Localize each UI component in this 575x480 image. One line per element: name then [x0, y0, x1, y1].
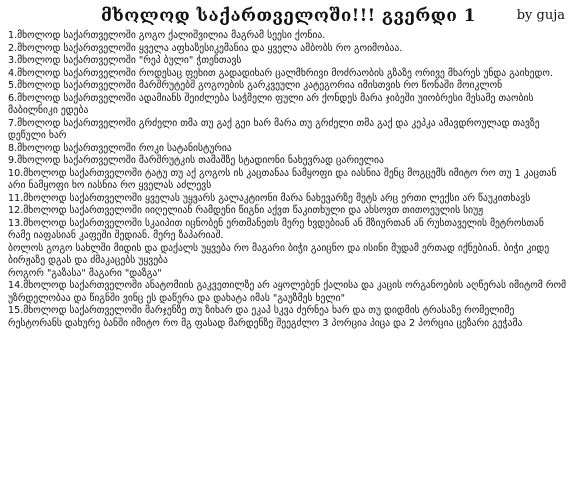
list-item: 14.მხოლოდ საქართველოში ანატომიის გაკვეთილზე არ აყოლებენ ქალისა და კაცის ორგანოების აღწერას იმიტომ რომ უზრდელობაა და წიგნში ვინც ეს დაწერა და დახატა იმას "გაუზმეს ხელი"	[8, 280, 567, 304]
list-item: 7.მხოლოდ საქართველოში გრძელი თმა თუ გაქ გეი ხარ მარა თუ გრძელი თმა გაქ და კეპკა ამავდროულად თავზე დეწული ხარ	[8, 117, 540, 141]
list-item: 13.მხოლოდ საქართველოში სკაიპით იცნობენ ერთმანეთს მერე ხვდებიან ან მზიურთან ან რუსთაველის მეტროსთან რამე იაფასიან კაფეში შედიან. მერე ზაპარიაშ.	[8, 217, 544, 241]
items-list	[8, 30, 569, 330]
list-item: 6.მხოლოდ საქართველოში ადამიანს შეიძლება საჭმელი ფული არ ქონდეს მარა ჯიბეში უიობრესი მესამე თაობის მაბილნიკი ედება	[8, 92, 534, 116]
author-signature: by guja	[516, 8, 565, 23]
list-item: როგორ "გაზასა" მაგარი "დაზგა"	[8, 267, 162, 279]
list-item: 3.მხოლოდ საქართველოში "რეპ ბული" ჭთენთავს	[8, 55, 242, 66]
list-item: 9.მხოლოდ საქართველოში მარშრუტკის თამაშზე სტადიონი ნახევრად ცარიელია	[8, 155, 384, 166]
list-item: 12.მხოლოდ საქართველოში იიღელიან რამდენი წიგნი აქვთ წაკითხული და ახსოვთ თითოეულის სიუჟ	[8, 205, 484, 216]
list-item: ბოლოს გოგო სახლში მიდის და დაქალს უყვება რო მაგარი ბიჭი გაიცნო და ისინი მუდამ ერთად იქნებიან. ბიჭი კიდე ბირჟაზე დგას და ძმაკაცებს უყვება	[8, 242, 550, 266]
page-title: მხოლოდ საქართველოში!!! გვერდი 1	[100, 6, 477, 26]
list-item: 10.მხოლოდ საქართველოში ტატუ თუ აქ გოგოს ის კაცთანაა ნამყოფი და იასნია შენც მოგცემს იმიტო რო თუ 1 კაცთან არი ნამყოფი ხო იასნია რო ყველას აძლევს	[8, 167, 557, 191]
list-item: 15.მხოლოდ საქართველოში მარჯენზე თუ ზიხარ და ეკაპ სკვა ძერნეა ხარ და თუ დიდმის ტრასაზე რომელიმე რესტორანს დახურე ბანში იმიტო რო მგ ფასად მარდენზე შეეგძლო 3 პორცია პიცა და 2 პორცია ცეზარი გეჭამა	[8, 305, 523, 329]
list-item: 4.მხოლოდ საქართველოში როდესაც ფეხით გადადიხარ ცალმხრივი მოძრაობის გზაზე ორივე მხარეს უნდა გაიხედო.	[8, 67, 553, 79]
list-item: 2.მხოლოდ საქართველოში ყველა აფხაზესიკემანია და ყველა ამბობს რო გოიმობაა.	[8, 42, 403, 54]
list-item: 5.მხოლოდ საქართველოში მარშრუტებშ გოგოების გარკვეული კატეგორია იმისთვის რო წონაში მოიკლონ	[8, 80, 503, 91]
list-item: 11.მხოლოდ საქართველოში ყველას უყვარს გალაკტიონი მარა ნახევარზე მეტს არც ერთი ლექსი არ წაუკითხავს	[8, 192, 531, 204]
list-item: 1.მხოლოდ საქართველოში გოგო ქალიშვილია მაგრამ სეესი ქონია.	[8, 30, 326, 41]
list-item: 8.მხოლოდ საქართველოში როკი სატანისტურია	[8, 142, 232, 154]
header	[8, 4, 569, 30]
